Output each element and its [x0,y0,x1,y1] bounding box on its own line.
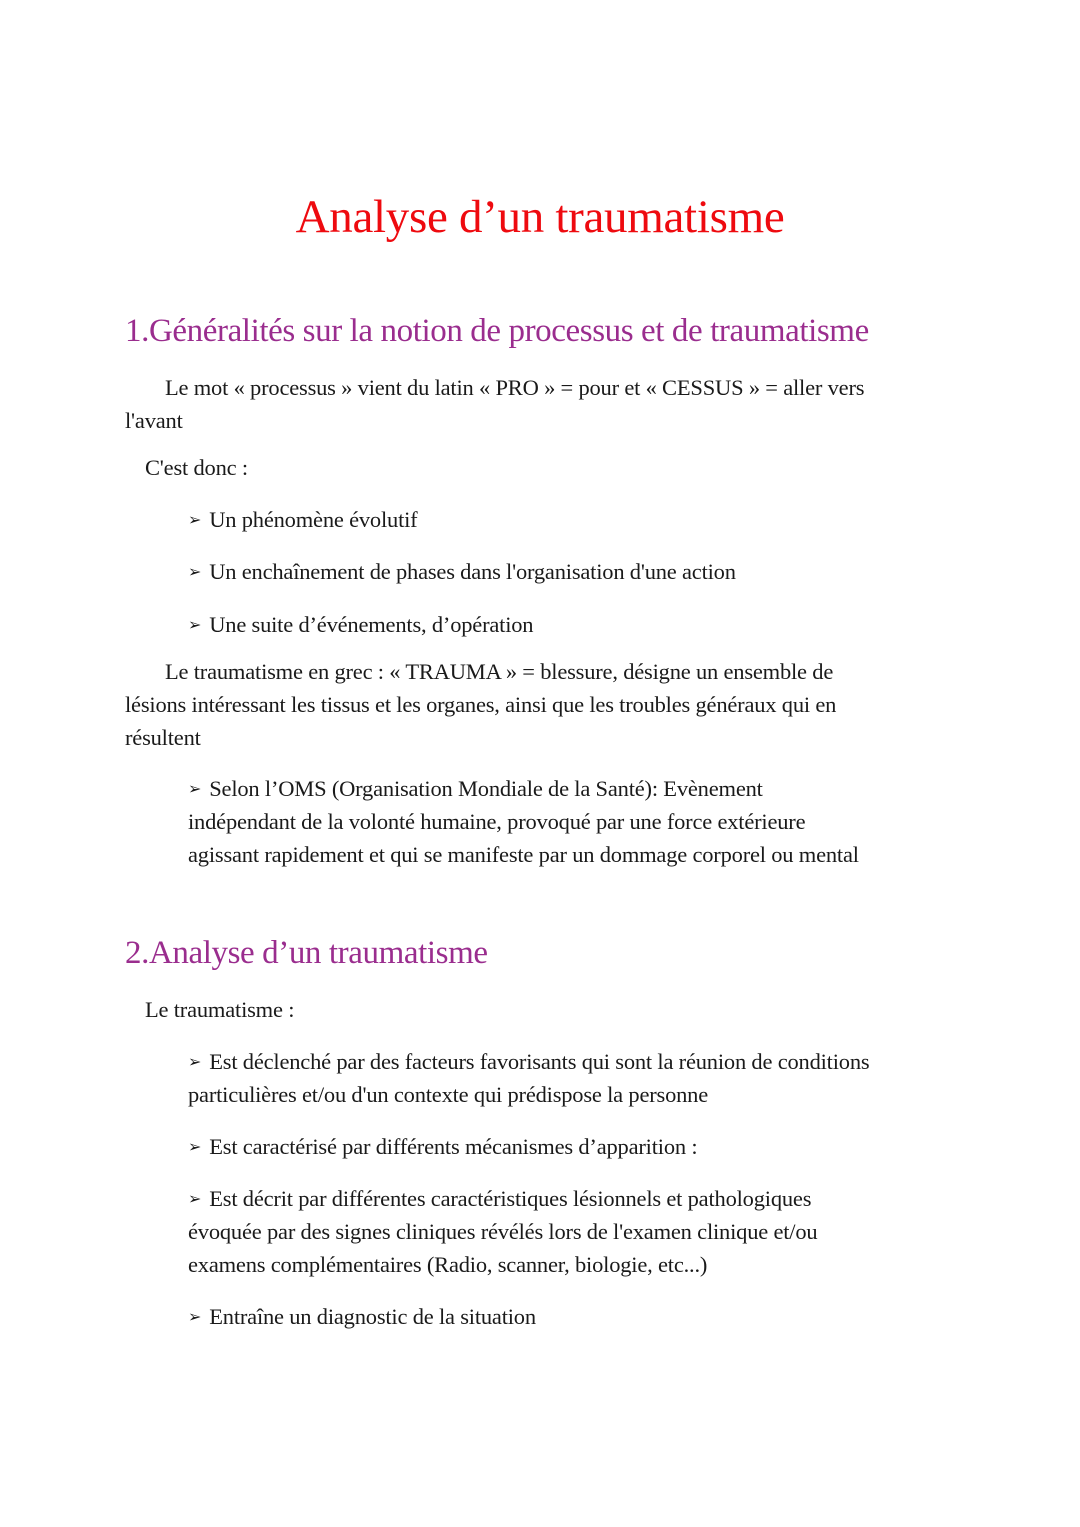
list-item: ➢ Un enchaînement de phases dans l'organisation d'une action [188,555,736,590]
oms-line-3: agissant rapidement et qui se manifeste par un dommage corporel ou mental [188,842,859,867]
list-item: ➢ Une suite d’événements, d’opération [188,608,533,643]
oms-line-1: ➢ Selon l’OMS (Organisation Mondiale de la Santé): Evènement [188,772,763,807]
list-item: ➢ Un phénomène évolutif [188,503,417,538]
intro-line-2: l'avant [125,408,183,433]
trauma-def-line-3: résultent [125,725,201,750]
list-item: ➢ Est décrit par différentes caractéristiques lésionnels et pathologiques [188,1182,811,1217]
list-item-continued: examens complémentaires (Radio, scanner, biologie, etc...) [188,1252,708,1277]
list-item: ➢ Est caractérisé par différents mécanismes d’apparition : [188,1130,697,1165]
section-1-heading: 1.Généralités sur la notion de processus et de traumatisme [125,313,869,349]
cest-donc-label: C'est donc : [145,455,248,480]
section-2-heading: 2.Analyse d’un traumatisme [125,935,488,971]
list-item: ➢ Est déclenché par des facteurs favorisants qui sont la réunion de conditions [188,1045,869,1080]
list-item: ➢ Entraîne un diagnostic de la situation [188,1300,536,1335]
section-2-lead: Le traumatisme : [145,997,295,1022]
page-title: Analyse d’un traumatisme [295,191,785,243]
list-item-continued: évoquée par des signes cliniques révélés lors de l'examen clinique et/ou [188,1219,818,1244]
trauma-def-line-2: lésions intéressant les tissus et les organes, ainsi que les troubles généraux qui en [125,692,837,717]
list-item-continued: particulières et/ou d'un contexte qui prédispose la personne [188,1082,709,1107]
intro-line-1: Le mot « processus » vient du latin « PRO » = pour et « CESSUS » = aller vers [165,375,865,400]
oms-line-2: indépendant de la volonté humaine, provoqué par une force extérieure [188,809,806,834]
trauma-def-line-1: Le traumatisme en grec : « TRAUMA » = blessure, désigne un ensemble de [165,659,834,684]
